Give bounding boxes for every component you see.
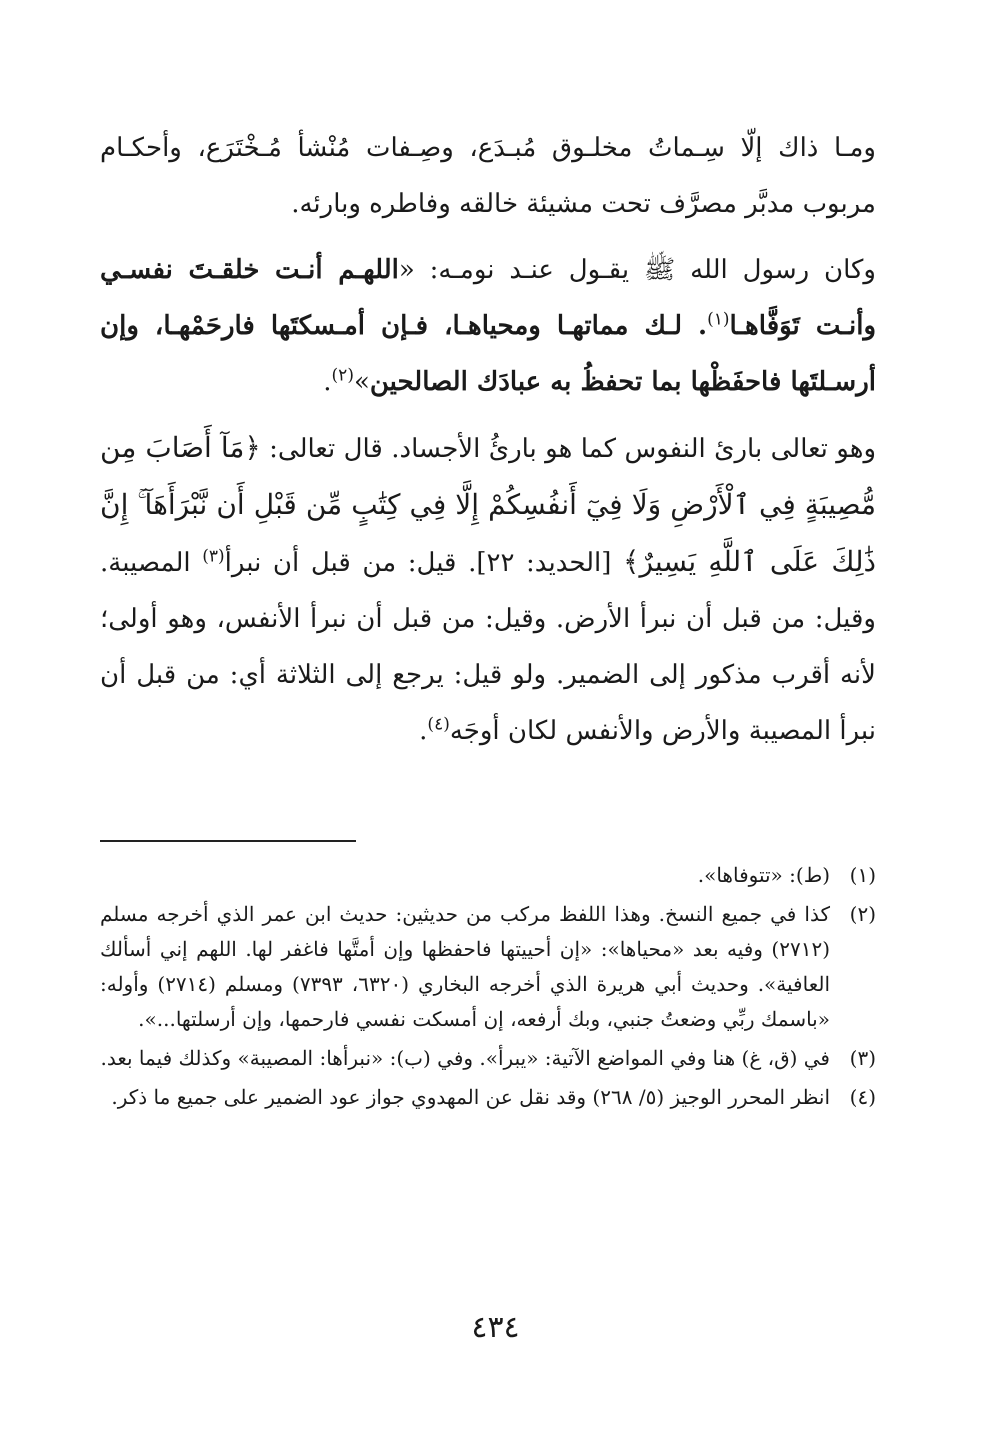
paragraph-3-lead: وهو تعالى بارئ النفوس كما هو بارئُ الأجساد. قال تعالى:	[260, 434, 877, 464]
hadith-text-1: اللهـم أنـت خلقـتَ نفسـي وأنـت تَوَفَّاهـا	[100, 255, 876, 341]
hadith-text-2: . لـك مماتهـا ومحياهـا، فـإن أمـسكتَها فارحَمْهـا، وإن أرسـلتَها فاحفَظْها بما تحفظُ به عبادَك الصالحين	[100, 311, 876, 397]
footnotes	[100, 858, 876, 1119]
paragraph-2-lead: وكان رسول الله ﷺ يقـول عنـد نومـه: «	[398, 255, 876, 285]
footnote-text: انظر المحرر الوجيز (٥/ ٢٦٨) وقد نقل عن المهدوي جواز عود الضمير على جميع ما ذكر.	[111, 1085, 830, 1109]
footnote-number: (١)	[849, 863, 876, 887]
footnote-ref-2: (٢)	[331, 365, 354, 386]
paragraph-3-end: .	[419, 716, 428, 746]
paragraph-1: ومـا ذاك إلّا سِـماتُ مخلـوق مُبـدَع، وصِـفات مُنْشأ مُـخْتَرَع، وأحكـام مربوب مدبَّر مصرَّف تحت مشيئة خالقه وفاطره وبارئه.	[100, 133, 876, 219]
footnote-4	[100, 1080, 876, 1115]
main-text	[100, 120, 876, 1420]
paragraph-3-mid: المصيبة. وقيل: من قبل أن نبرأ الأرض. وقيل: من قبل أن نبرأ الأنفس، وهو أولى؛ لأنه أقرب مذكور إلى الضمير. ولو قيل: يرجع إلى الثلاثة أي: من قبل أن نبرأ المصيبة والأرض والأنفس لكان أوجَه	[100, 548, 877, 746]
paragraph-2-end: .	[323, 367, 332, 397]
footnote-ref-3: (٣)	[202, 546, 225, 567]
footnote-ref-4: (٤)	[427, 714, 450, 735]
footnote-text: في (ق، غ) هنا وفي المواضع الآتية: «يبرأ». وفي (ب): «نبرأها: المصيبة» وكذلك فيما بعد.	[100, 1046, 830, 1070]
quote-close: »	[353, 367, 370, 397]
paragraph-2	[100, 242, 876, 410]
footnote-text: كذا في جميع النسخ. وهذا اللفظ مركب من حديثين: حديث ابن عمر الذي أخرجه مسلم (٢٧١٢) وفيه بعد «محياها»: «إن أحييتها فاحفظها وإن أمتَّها فاغفر لها. اللهم إني أسألك العافية». وحديث أبي هريرة الذي أخرجه البخاري (٦٣٢٠، ٧٣٩٣) ومسلم (٢٧١٤) وأوله: «باسمك ربِّي وضعتُ جنبي، وبك أرفعه، إن أمسكت نفسي فارحمها، وإن أرسلتها...».	[100, 902, 831, 1031]
paragraph-3	[100, 420, 876, 759]
footnote-number: (٢)	[849, 902, 876, 926]
quran-verse: ﴿مَآ أَصَابَ مِن مُّصِيبَةٍ فِي ٱلْأَرْضِ وَلَا فِيٓ أَنفُسِكُمْ إِلَّا فِي كِتَٰبٍ مِّن قَبْلِ أَن نَّبْرَأَهَآ ۚ إِنَّ ذَٰلِكَ عَلَى ٱللَّهِ يَسِيرٌ﴾	[100, 431, 877, 578]
footnote-number: (٤)	[849, 1085, 876, 1109]
footnote-2	[100, 897, 876, 1037]
footnote-number: (٣)	[849, 1046, 876, 1070]
footnote-text: (ط): «تتوفاها».	[697, 863, 830, 887]
footnote-ref-1: (١)	[707, 309, 730, 330]
footnote-3	[100, 1041, 876, 1076]
footnote-1	[100, 858, 876, 893]
page-number: ٤٣٤	[471, 1310, 520, 1345]
verse-citation: [الحديد: ٢٢]. قيل: من قبل أن نبرأ	[224, 548, 624, 578]
footnote-divider	[100, 840, 356, 842]
